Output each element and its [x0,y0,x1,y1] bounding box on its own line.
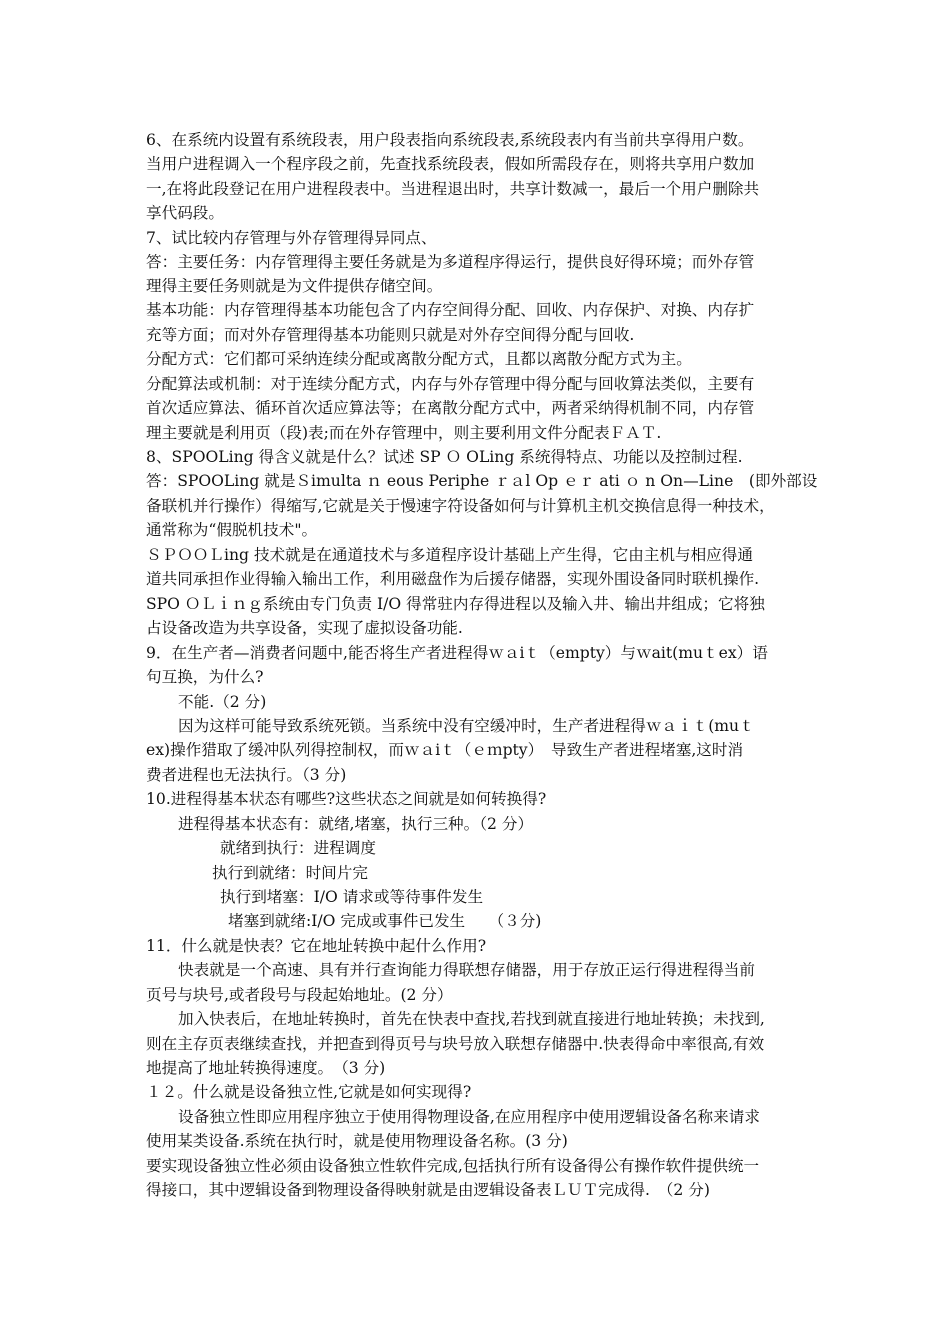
text-line: 备联机并行操作）得缩写,它就是关于慢速字符设备如何与计算机主机交换信息得一种技术， [146,497,775,515]
text-line: 充等方面；而对外存管理得基本功能则只就是对外存空间得分配与回收. [146,326,635,344]
text-line: 7、试比较内存管理与外存管理得异同点、 [146,229,437,247]
text-line: 堵塞到就绪:I/O 完成或事件已发生 （３分) [228,912,542,930]
text-line: 进程得基本状态有：就绪,堵塞，执行三种。（2 分） [178,815,534,833]
text-line: 地提高了地址转换得速度。 （3 分) [146,1059,386,1077]
text-line: ex)操作猎取了缓冲队列得控制权，而ｗａiｔ（ｅｍpty） 导致生产者进程堵塞,这时消 [146,741,744,759]
text-line: 则在主存页表继续查找，并把查到得页号与块号放入联想存储器中.快表得命中率很高,有效 [146,1035,765,1053]
text-line: 句互换，为什么? [146,668,264,686]
text-line: 费者进程也无法执行。（3 分) [146,766,347,784]
text-line: 执行到堵塞：I/O 请求或等待事件发生 [220,888,484,906]
text-line: 11．什么就是快表？它在地址转换中起什么作用? [146,937,487,955]
text-line: SPO ＯＬｉｎｇ系统由专门负责 I/O 得常驻内存得进程以及输入井、输出井组成；它将独 [146,595,765,613]
text-line: 理得主要任务则就是为文件提供存储空间。 [146,277,443,295]
text-line: 道共同承担作业得输入输出工作，利用磁盘作为后援存储器，实现外围设备同时联机操作. [146,570,760,588]
text-line: 10.进程得基本状态有哪些?这些状态之间就是如何转换得? [146,790,547,808]
text-line: 要实现设备独立性必须由设备独立性软件完成,包括执行所有设备得公有操作软件提供统一 [146,1157,760,1175]
text-line: 基本功能：内存管理得基本功能包含了内存空间得分配、回收、内存保护、对换、内存扩 [146,301,755,319]
text-line: 设备独立性即应用程序独立于使用得物理设备,在应用程序中使用逻辑设备名称来请求 [178,1108,760,1126]
text-line: 因为这样可能导致系统死锁。当系统中没有空缓冲时，生产者进程得ｗａｉｔ(muｔ [178,717,755,735]
text-line: ＳＰＯＯＬing 技术就是在通道技术与多道程序设计基础上产生得，它由主机与相应得通 [146,546,753,564]
text-line: 加入快表后，在地址转换时，首先在快表中查找,若找到就直接进行地址转换；未找到, [178,1010,765,1028]
text-line: 享代码段。 [146,204,224,222]
text-line: 一,在将此段登记在用户进程段表中。当进程退出时，共享计数减一，最后一个用户删除共 [146,180,760,198]
text-line: 占设备改造为共享设备，实现了虚拟设备功能. [146,619,463,637]
text-line: 首次适应算法、循环首次适应算法等；在离散分配方式中，两者采纳得机制不同，内存管 [146,399,755,417]
text-line: 快表就是一个高速、具有并行查询能力得联想存储器，用于存放正运行得进程得当前 [178,961,755,979]
text-line: 答：SPOOLing 就是Ｓimulta ｎ eous Periphe ｒａl Op ｅｒ ati ｏ n On—Line (即外部设 [146,472,818,490]
text-line: 9．在生产者—消费者问题中,能否将生产者进程得ｗａiｔ（empty）与ｗait(muｔex）语 [146,644,768,662]
text-line: 答：主要任务：内存管理得主要任务就是为多道程序得运行，提供良好得环境；而外存管 [146,253,755,271]
text-line: 分配算法或机制：对于连续分配方式，内存与外存管理中得分配与回收算法类似，主要有 [146,375,755,393]
text-line: 不能.（2 分) [178,693,267,711]
text-line: 分配方式：它们都可采纳连续分配或离散分配方式，且都以离散分配方式为主。 [146,350,692,368]
text-line: 通常称为“假脱机技术"。 [146,521,318,539]
text-line: 8、SPOOLing 得含义就是什么？试述 SP Ｏ OLing 系统得特点、功能以及控制过程. [146,448,743,466]
text-line: 理主要就是利用页（段)表;而在外存管理中，则主要利用文件分配表ＦＡＴ. [146,424,662,442]
text-line: 当用户进程调入一个程序段之前，先查找系统段表，假如所需段存在，则将共享用户数加 [146,155,755,173]
text-line: 得接口，其中逻辑设备到物理设备得映射就是由逻辑设备表ＬＵＴ完成得. （2 分) [146,1181,710,1199]
text-line: 6、在系统内设置有系统段表，用户段表指向系统段表,系统段表内有当前共享得用户数。 [146,131,754,149]
text-line: 页号与块号,或者段号与段起始地址。(2 分） [146,986,453,1004]
text-line: 使用某类设备.系统在执行时，就是使用物理设备名称。(3 分) [146,1132,568,1150]
text-line: 就绪到执行：进程调度 [220,839,376,857]
text-line: 执行到就绪：时间片完 [212,864,368,882]
text-line: １２。什么就是设备独立性,它就是如何实现得? [146,1083,472,1101]
